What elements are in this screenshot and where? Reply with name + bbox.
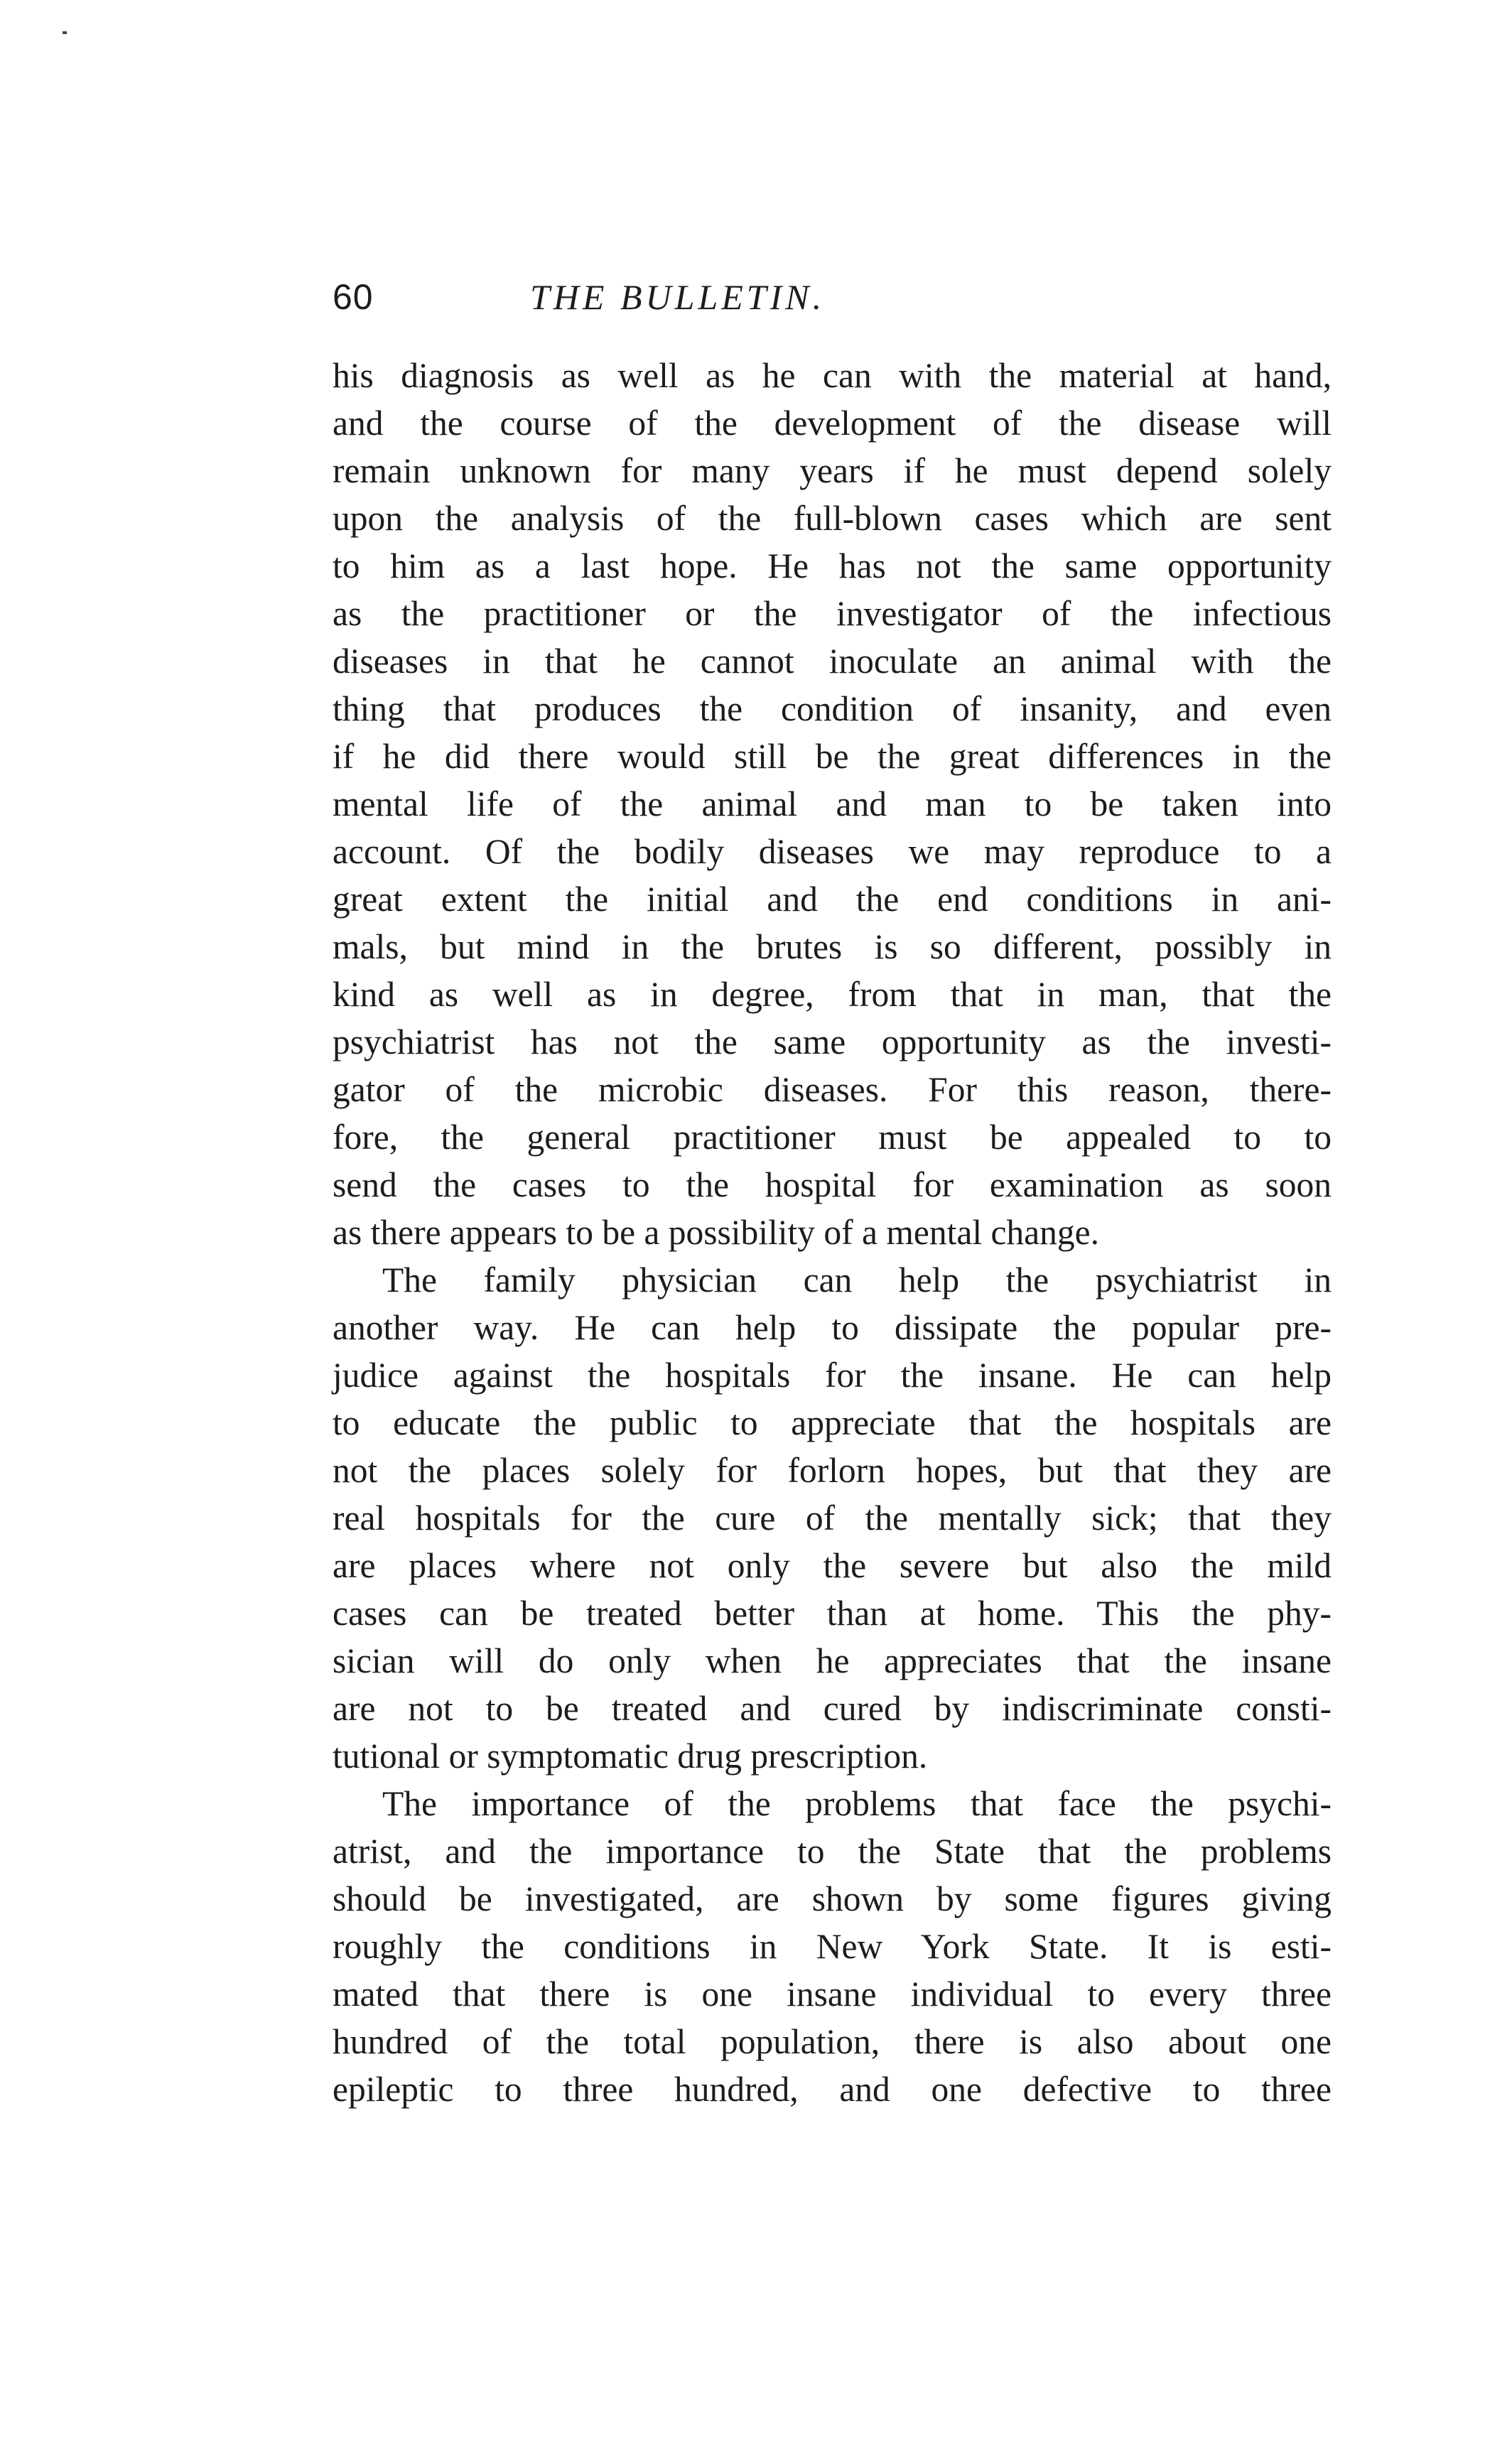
body-text bbox=[333, 352, 1332, 2113]
text-line: are not to be treated and cured by indiscriminate consti- bbox=[333, 1689, 1332, 1728]
scan-mark bbox=[63, 31, 67, 34]
text-line: great extent the initial and the end conditions in ani- bbox=[333, 880, 1332, 919]
text-line: psychiatrist has not the same opportunity as the investi- bbox=[333, 1022, 1332, 1062]
paragraph-2 bbox=[333, 1256, 1332, 1780]
text-line: thing that produces the condition of insanity, and even bbox=[333, 689, 1332, 728]
text-line: mals, but mind in the brutes is so different, possibly in bbox=[333, 927, 1332, 966]
text-line: if he did there would still be the great differences in the bbox=[333, 737, 1332, 776]
running-title: THE BULLETIN. bbox=[530, 277, 826, 317]
text-line: remain unknown for many years if he must depend solely bbox=[333, 451, 1332, 490]
text-line: his diagnosis as well as he can with the material at hand, bbox=[333, 356, 1332, 395]
text-line: mated that there is one insane individual to every three bbox=[333, 1975, 1332, 2014]
text-line: mental life of the animal and man to be taken into bbox=[333, 784, 1332, 823]
text-line: and the course of the development of the disease will bbox=[333, 404, 1332, 443]
text-line: The family physician can help the psychiatrist in bbox=[382, 1260, 1332, 1300]
paragraph-3 bbox=[333, 1780, 1332, 2113]
text-line: as the practitioner or the investigator of the infectious bbox=[333, 594, 1332, 633]
text-line: another way. He can help to dissipate the popular pre- bbox=[333, 1308, 1332, 1347]
text-line: should be investigated, are shown by some figures giving bbox=[333, 1879, 1332, 1918]
text-line: roughly the conditions in New York State. It is esti- bbox=[333, 1927, 1332, 1966]
text-line: judice against the hospitals for the insane. He can help bbox=[333, 1356, 1332, 1395]
text-line: not the places solely for forlorn hopes, but that they are bbox=[333, 1451, 1332, 1490]
page-number: 60 bbox=[333, 277, 374, 317]
text-line: to him as a last hope. He has not the same opportunity bbox=[333, 546, 1332, 585]
text-line: tutional or symptomatic drug prescription. bbox=[333, 1736, 928, 1776]
text-line: epileptic to three hundred, and one defective to three bbox=[333, 2070, 1332, 2109]
paragraph-1 bbox=[333, 352, 1332, 1256]
text-line: are places where not only the severe but also the mild bbox=[333, 1546, 1332, 1585]
text-line: fore, the general practitioner must be appealed to to bbox=[333, 1118, 1332, 1157]
text-line: diseases in that he cannot inoculate an animal with the bbox=[333, 642, 1332, 681]
text-line: to educate the public to appreciate that the hospitals are bbox=[333, 1403, 1332, 1442]
text-line: kind as well as in degree, from that in man, that the bbox=[333, 975, 1332, 1014]
text-line: as there appears to be a possibility of a mental change. bbox=[333, 1213, 1099, 1252]
text-line: sician will do only when he appreciates that the insane bbox=[333, 1641, 1332, 1680]
text-line: atrist, and the importance to the State that the problems bbox=[333, 1832, 1332, 1871]
text-line: upon the analysis of the full-blown cases which are sent bbox=[333, 499, 1332, 538]
text-line: gator of the microbic diseases. For this reason, there- bbox=[333, 1070, 1332, 1109]
text-line: The importance of the problems that face the psychi- bbox=[382, 1784, 1332, 1823]
text-line: send the cases to the hospital for examination as soon bbox=[333, 1165, 1332, 1204]
text-line: real hospitals for the cure of the mentally sick; that they bbox=[333, 1498, 1332, 1538]
text-line: cases can be treated better than at home. This the phy- bbox=[333, 1594, 1332, 1633]
text-line: account. Of the bodily diseases we may reproduce to a bbox=[333, 832, 1332, 871]
text-line: hundred of the total population, there is also about one bbox=[333, 2022, 1332, 2061]
running-head bbox=[333, 269, 1327, 325]
